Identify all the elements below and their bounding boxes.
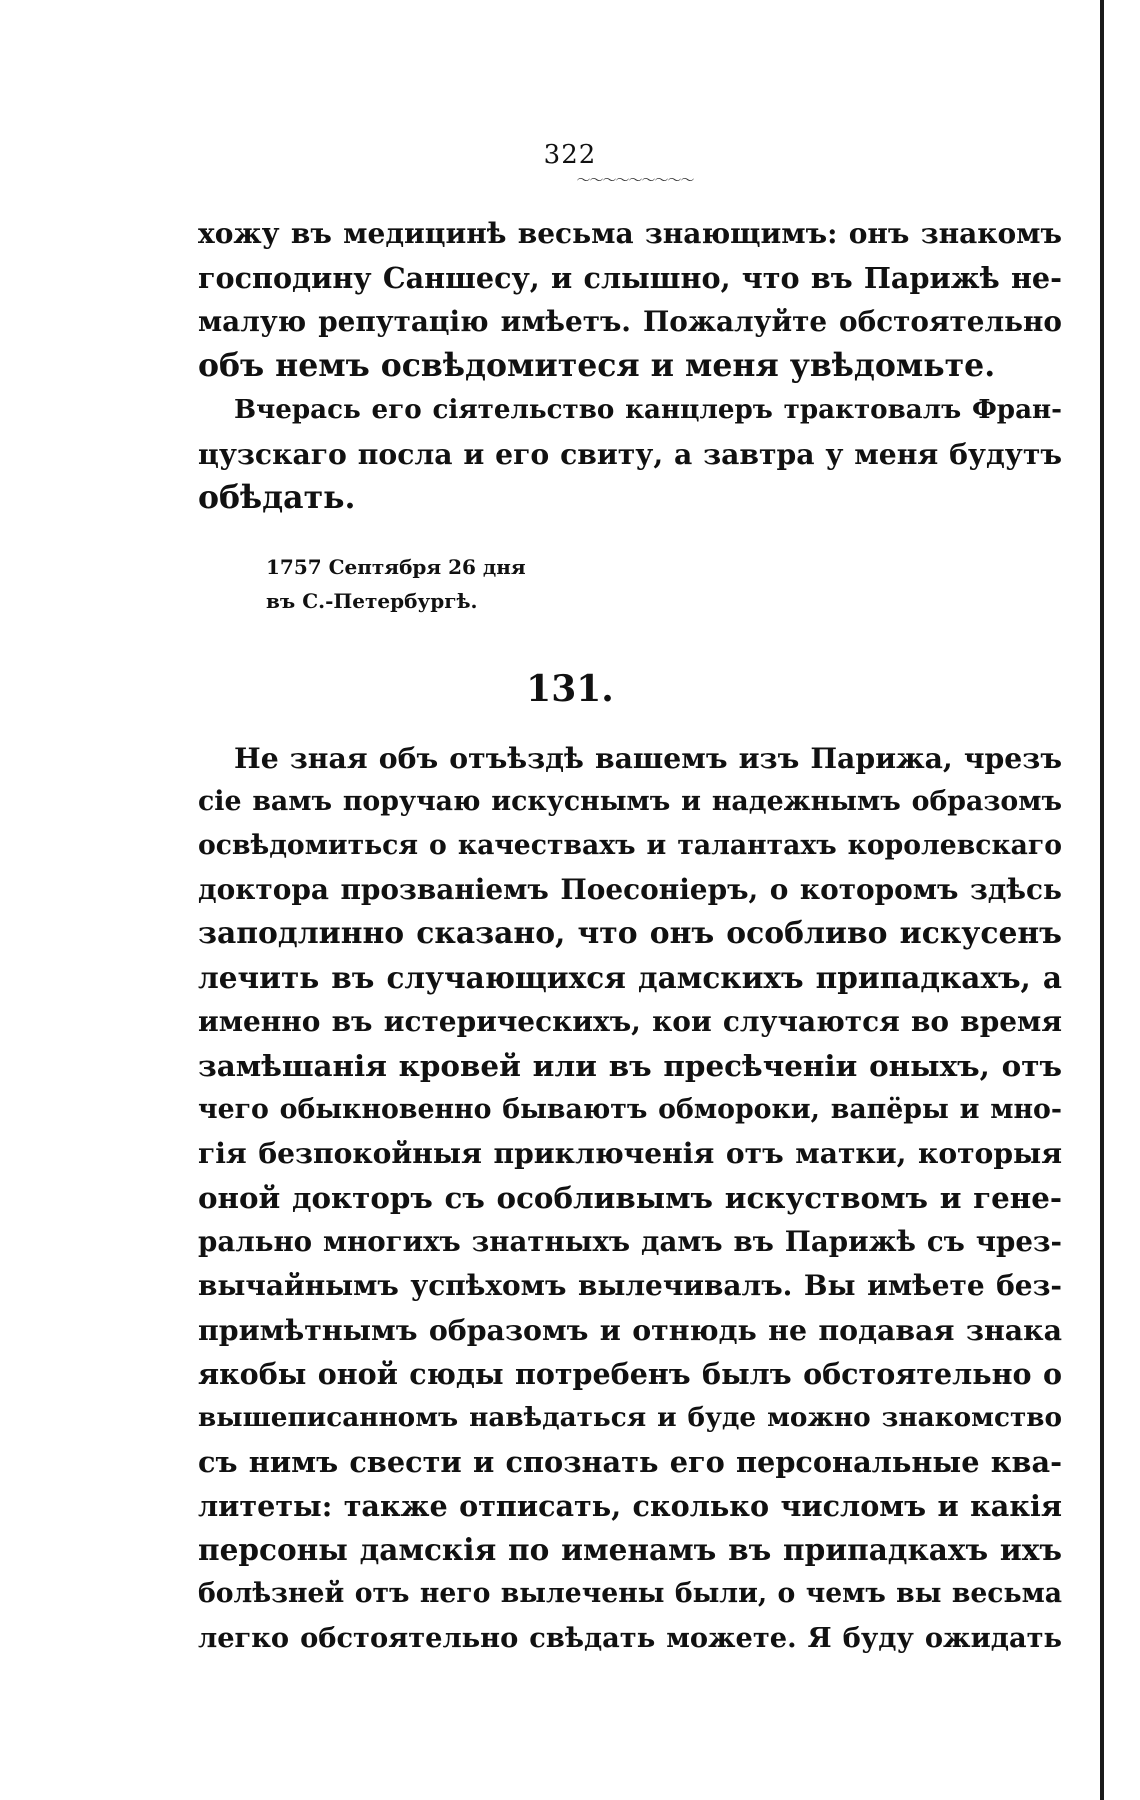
continuation-paragraph [198, 212, 1062, 388]
page-edge-shadow [1100, 0, 1104, 1800]
text-line: болѣзней отъ него вылечены были, о чемъ вы весьма [198, 1578, 1062, 1609]
text-line: съ нимъ свести и спознать его персональные ква- [198, 1445, 1062, 1479]
text-line: именно въ истерическихъ, кои случаются во время [198, 1005, 1062, 1038]
text-line: легко обстоятельно свѣдать можете. Я буду ожидать [198, 1622, 1062, 1654]
text-line: обѣдать. [198, 479, 356, 516]
dateline-date: 1757 Септября 26 дня [266, 555, 526, 579]
text-line: лечить въ случающихся дамскихъ припадкахъ, а [198, 960, 1062, 995]
header-ornament: 〜〜〜〜〜〜〜〜〜 [576, 173, 694, 189]
text-line: хожу въ медицинѣ весьма знающимъ: онъ знакомъ [198, 217, 1062, 250]
text-line: объ немъ освѣдомитеся и меня увѣдомьте. [198, 347, 996, 384]
text-line: цузскаго посла и его свиту, а завтра у меня будутъ [198, 437, 1062, 471]
text-line: якобы оной сюды потребенъ былъ обстоятельно о [198, 1357, 1062, 1391]
second-paragraph [198, 388, 1062, 520]
text-line: господину Саншесу, и слышно, что въ Парижѣ не- [198, 261, 1062, 295]
text-line: сіе вамъ поручаю искуснымъ и надежнымъ образомъ [198, 786, 1062, 817]
text-line: доктора прозваніемъ Поесоніеръ, о которомъ здѣсь [198, 873, 1062, 906]
text-line: заподлинно сказано, что онъ особливо искусенъ [198, 916, 1062, 951]
text-line: рально многихъ знатныхъ дамъ въ Парижѣ съ чрез- [198, 1225, 1062, 1258]
text-line: персоны дамскія по именамъ въ припадкахъ ихъ [198, 1532, 1062, 1567]
dateline [266, 550, 526, 618]
text-line: Вчерась его сіятельство канцлеръ трактовалъ Фран- [234, 394, 1062, 425]
text-line: литеты: также отписать, сколько числомъ и какія [198, 1489, 1062, 1523]
letter-number: 131. [526, 668, 614, 710]
text-line: вышеписанномъ навѣдаться и буде можно знакомство [198, 1402, 1062, 1433]
text-line: примѣтнымъ образомъ и отнюдь не подавая знака [198, 1313, 1062, 1347]
text-line: оной докторъ съ особливымъ искуствомъ и гене- [198, 1180, 1062, 1215]
text-line: вычайнымъ успѣхомъ вылечивалъ. Вы имѣете без- [198, 1269, 1062, 1302]
letter-body [198, 736, 1062, 1660]
text-line: малую репутацію имѣетъ. Пожалуйте обстоятельно [198, 305, 1062, 338]
text-line: чего обыкновенно бываютъ обмороки, вапёры и мно- [198, 1094, 1062, 1125]
text-line: гія безпокойныя приключенія отъ матки, которыя [198, 1137, 1062, 1170]
text-line: Не зная объ отъѣздѣ вашемъ изъ Парижа, чрезъ [234, 741, 1062, 775]
text-line: освѣдомиться о качествахъ и талантахъ королевскаго [198, 830, 1062, 861]
dateline-place: въ С.-Петербургѣ. [266, 589, 478, 613]
page-number: 322 [543, 140, 597, 170]
text-line: замѣшанія кровей или въ пресѣченіи оныхъ, отъ [198, 1048, 1062, 1083]
